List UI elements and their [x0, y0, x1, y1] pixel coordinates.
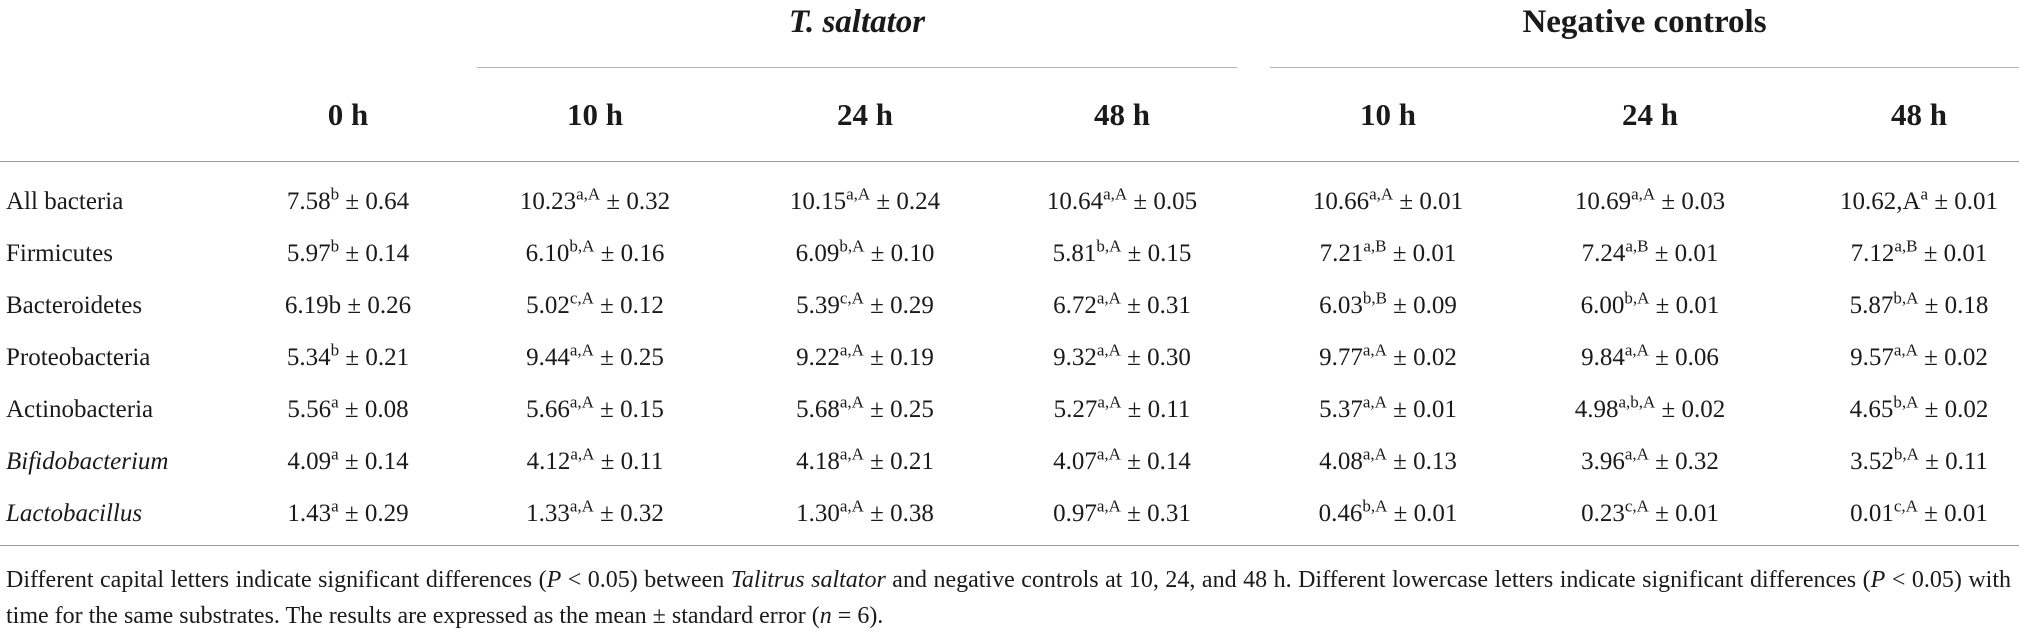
- table-cell: $7.21^{a,B} \pm 0.01$: [1319, 236, 1457, 267]
- table-footnote: Different capital letters indicate significant differences (P < 0.05) between Talitrus saltator and negative controls at 10, 24, and 48 h. Different lowercase letters indicate significant differences (P < 0.05) with time for the same substrates. The results are expressed as the mean ± standard error (n = 6).: [6, 567, 2012, 629]
- table-cell: $4.07^{a,A} \pm 0.14$: [1053, 444, 1191, 475]
- table-row: [0, 332, 2019, 384]
- table-cell: $6.03^{b,B} \pm 0.09$: [1319, 288, 1457, 319]
- table-cell: 5.97$^b$ ± 0.14: [286, 236, 410, 267]
- table-cell: $0.97^{a,A} \pm 0.31$: [1053, 496, 1191, 527]
- table-cell: $9.44^{a,A} \pm 0.25$: [526, 340, 664, 371]
- table-cell: 6.19b ± 0.26: [284, 292, 412, 319]
- group-underline-negative-controls: [1270, 67, 2019, 68]
- column-header-negative-48h: 48 h: [1891, 97, 1947, 132]
- table-cell: $7.12^{a,B} \pm 0.01$: [1850, 236, 1988, 267]
- group-header-negative-controls: Negative controls: [1522, 4, 1767, 40]
- table-cell: $10.23^{a,A} \pm 0.32$: [519, 184, 671, 215]
- table-cell: $0.23^{c,A} \pm 0.01$: [1581, 496, 1719, 527]
- table-row: [0, 280, 2019, 332]
- table-cell: $4.65^{b,A} \pm 0.02$: [1849, 392, 1989, 423]
- table-cell: $10.69^{a,A} \pm 0.03$: [1574, 184, 1726, 215]
- table-cell: $6.00^{b,A} \pm 0.01$: [1580, 288, 1720, 319]
- table-cell: $4.08^{a,A} \pm 0.13$: [1319, 444, 1457, 475]
- group-header-saltator: T. saltator: [788, 4, 926, 40]
- table-cell: 7.58$^b$ ± 0.64: [286, 184, 410, 215]
- row-label: Firmicutes: [6, 240, 113, 267]
- table-cell: $3.96^{a,A} \pm 0.32$: [1581, 444, 1719, 475]
- table-cell: $0.46^{b,A} \pm 0.01$: [1318, 496, 1458, 527]
- column-header-0h: 0 h: [327, 97, 369, 132]
- bottom-rule: [0, 545, 2019, 546]
- table-cell: $0.01^{c,A} \pm 0.01$: [1850, 496, 1988, 527]
- row-label: Bacteroidetes: [6, 292, 143, 319]
- table-cell: $4.18^{a,A} \pm 0.21$: [796, 444, 934, 475]
- table-cell: 5.56$^a$ ± 0.08: [287, 392, 409, 423]
- table-cell: $5.81^{b,A} \pm 0.15$: [1052, 236, 1192, 267]
- table-cell: $5.27^{a,A} \pm 0.11$: [1053, 392, 1191, 423]
- table-cell: 4.09$^a$ ± 0.14: [287, 444, 409, 475]
- table-cell: $5.87^{b,A} \pm 0.18$: [1849, 288, 1989, 319]
- header-rule: [0, 161, 2019, 162]
- table-row: [0, 488, 2019, 540]
- table-cell: $6.09^{b,A} \pm 0.10$: [795, 236, 935, 267]
- table-cell: $1.33^{a,A} \pm 0.32$: [526, 496, 664, 527]
- table-cell: $5.02^{c,A} \pm 0.12$: [526, 288, 664, 319]
- table-cell: $1.30^{a,A} \pm 0.38$: [796, 496, 934, 527]
- row-label: Proteobacteria: [6, 344, 151, 371]
- table-cell: $10.66^{a,A} \pm 0.01$: [1312, 184, 1464, 215]
- table-cell: $9.77^{a,A} \pm 0.02$: [1319, 340, 1457, 371]
- row-label: Lactobacillus: [6, 500, 143, 527]
- table-cell: $9.32^{a,A} \pm 0.30$: [1053, 340, 1191, 371]
- table-cell: $6.10^{b,A} \pm 0.16$: [525, 236, 665, 267]
- table-cell: $4.98^{a,b,A} \pm 0.02$: [1574, 392, 1726, 423]
- group-underline-saltator: [477, 67, 1237, 68]
- table-cell: $10.62,A^a \pm 0.01$: [1839, 184, 1999, 215]
- table-cell: $4.12^{a,A} \pm 0.11$: [526, 444, 664, 475]
- table-cell: $5.66^{a,A} \pm 0.15$: [526, 392, 664, 423]
- column-header-saltator-24h: 24 h: [837, 97, 893, 132]
- row-label: Bifidobacterium: [6, 448, 169, 475]
- table-cell: $3.52^{b,A} \pm 0.11$: [1850, 444, 1988, 475]
- table-cell: $10.15^{a,A} \pm 0.24$: [789, 184, 941, 215]
- table-cell: $9.57^{a,A} \pm 0.02$: [1850, 340, 1988, 371]
- table-cell: 1.43$^a$ ± 0.29: [287, 496, 409, 527]
- column-header-saltator-48h: 48 h: [1094, 97, 1150, 132]
- table-cell: $10.64^{a,A} \pm 0.05$: [1046, 184, 1198, 215]
- column-header-negative-24h: 24 h: [1622, 97, 1678, 132]
- row-label: Actinobacteria: [6, 396, 154, 423]
- table-cell: $7.24^{a,B} \pm 0.01$: [1581, 236, 1719, 267]
- table-cell: $6.72^{a,A} \pm 0.31$: [1053, 288, 1191, 319]
- table-row: [0, 228, 2019, 280]
- table-cell: $5.68^{a,A} \pm 0.25$: [796, 392, 934, 423]
- table-cell: $5.39^{c,A} \pm 0.29$: [796, 288, 934, 319]
- table-row: [0, 436, 2019, 488]
- table-cell: $9.84^{a,A} \pm 0.06$: [1581, 340, 1719, 371]
- column-header-saltator-10h: 10 h: [567, 97, 623, 132]
- column-header-negative-10h: 10 h: [1360, 97, 1416, 132]
- table-cell: $5.37^{a,A} \pm 0.01$: [1319, 392, 1457, 423]
- table-cell: $9.22^{a,A} \pm 0.19$: [796, 340, 934, 371]
- table-row: [0, 384, 2019, 436]
- table-row: [0, 176, 2019, 228]
- table-cell: 5.34$^b$ ± 0.21: [286, 340, 410, 371]
- row-label: All bacteria: [6, 188, 124, 215]
